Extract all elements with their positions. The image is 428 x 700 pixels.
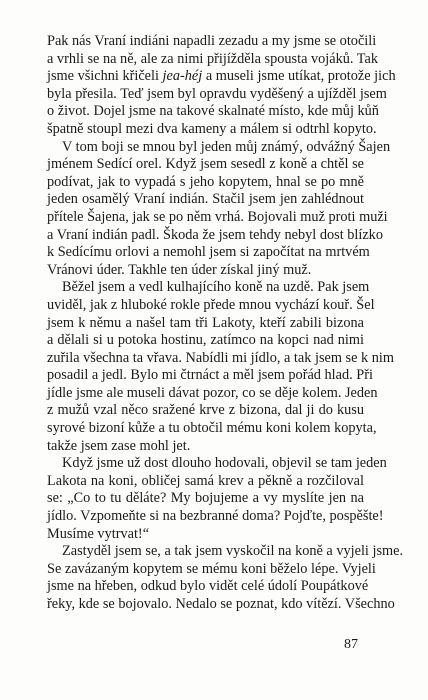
text-line: z mužů vzal něco sražené krve z bizona, dal ji do kusu [47, 402, 364, 419]
page-number: 87 [344, 637, 358, 652]
text-line: Zastyděl jsem se, a tak jsem vyskočil na koně a vyjeli jsme. [62, 543, 404, 560]
text-line: jeden osamělý Vraní indián. Stačil jsem jen zahlédnout [47, 191, 364, 208]
text-line: Se zavázaným kopytem se mému koni běželo lépe. Vyjeli [47, 560, 376, 577]
text-line: Vránovi úder. Takhle ten úder získal jiný muž. [47, 261, 312, 278]
text-line: takže jsem zase mohl jet. [47, 437, 191, 454]
text-segment: a museli jsme utíkat, protože jich [202, 68, 396, 85]
text-line: Pak nás Vraní indiáni napadli zezadu a my jsme se otočili [47, 33, 377, 49]
paragraph-2 [47, 138, 391, 280]
text-line-with-italic [47, 68, 396, 86]
text-line: a vrhli se na ně, ale za nimi přijížděla spousta vojáků. Tak [47, 50, 379, 67]
text-line: jsme na hřeben, odkud bylo vidět celé údolí Poupátkové [47, 578, 369, 595]
text-line: jídle jsme ale museli dávat pozor, co se děje kolem. Jeden [47, 384, 378, 401]
text-line: posadil a jedl. Bylo mi čtrnáct a měl jsem pořád hlad. Při [47, 367, 373, 384]
text-line: se: „Co to tu děláte? My bojujeme a vy myslíte jen na [47, 490, 364, 507]
text-line: jídlo. Vzpomeňte si na bezbranné doma? Pojďte, pospěšte! [47, 508, 384, 525]
text-line: přítele Šajena, jak se po něm vrhá. Bojovali muž proti muži [47, 208, 388, 225]
text-line: Lakota na koni, obličej samá krev a pěkně a rozčiloval [47, 472, 364, 489]
text-line: špatně stoupl mezi dva kameny a málem si odtrhl kopyto. [47, 120, 377, 137]
page-text [47, 33, 404, 614]
text-line: V tom boji se mnou byl jeden můj známý, odvážný Šajen [62, 138, 391, 155]
paragraph-5 [47, 543, 404, 613]
text-line: jménem Sedící orel. Když jsem sesedl z koně a chtěl se [47, 156, 364, 173]
paragraph-3 [47, 279, 394, 455]
text-line: byla přesila. Teď jsem byl opravdu vyděšený a ujížděl jsem [47, 85, 387, 102]
text-line: řeky, kde se bojovalo. Nedalo se poznat, kdo vítězí. Všechno [47, 596, 395, 612]
text-line: podívat, jak to vypadá s jeho kopytem, hnal se po mně [47, 173, 364, 190]
paragraph-1 [47, 33, 396, 139]
text-line: o život. Dojel jsme na takové skalnaté místo, kde můj kůň [47, 103, 379, 120]
text-line: syrové bizoní kůže a tu obtočil mému koni kolem kopyta, [47, 420, 377, 437]
text-line: a Vraní indián padl. Škoda že jsem tehdy nebyl dost blízko [47, 226, 383, 243]
text-segment: jsme všichni křičeli [47, 68, 163, 85]
italic-word: jea-héj [162, 68, 203, 85]
paragraph-4 [47, 455, 387, 543]
text-line: jsem k němu a našel tam tři Lakoty, kteří zabili bizona [47, 314, 364, 331]
text-line: Když jsme už dost dlouho hodovali, objevil se tam jeden [62, 455, 387, 472]
text-line: a dělali si u potoka hostinu, zatímco na kopci nad nimi [47, 332, 364, 349]
text-line: Musíme vytrvat!“ [47, 525, 150, 542]
text-line: k Sedícímu orlovi a nemohl jsem si započítat na mrtvém [47, 244, 370, 261]
text-line: zuřila všechna ta vřava. Nabídli mi jídlo, a tak jsem se k nim [47, 349, 394, 366]
text-line: Běžel jsem a vedl kulhajícího koně na uzdě. Pak jsem [62, 279, 370, 296]
text-line: uviděl, jak z hluboké rokle přede mnou vychází kouř. Šel [47, 296, 375, 313]
